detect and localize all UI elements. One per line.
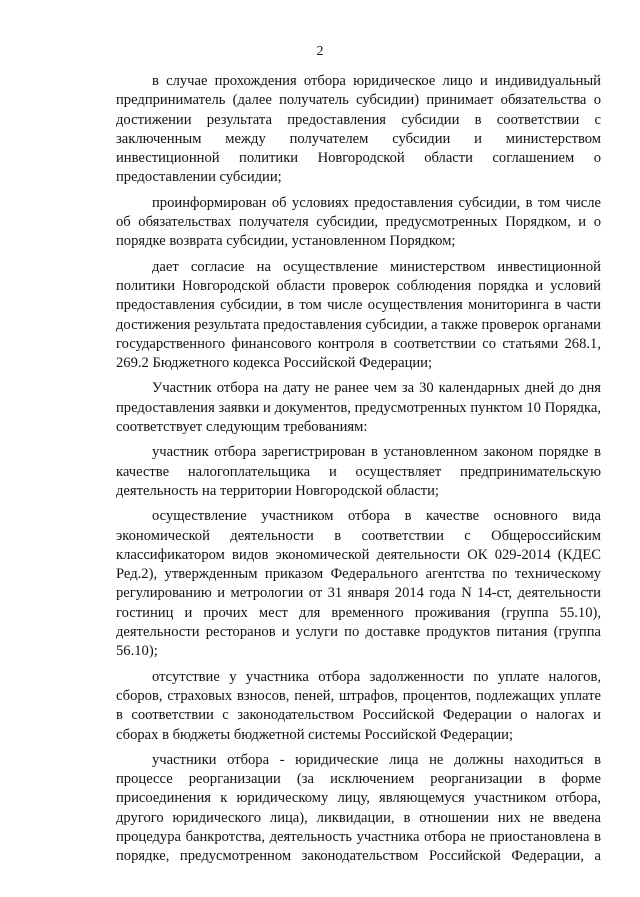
text-line: порядке возврата субсидии, установленном Порядком; — [116, 233, 456, 250]
text-line: государственного финансового контроля в соответствии со статьями 268.1, — [116, 335, 601, 352]
text-line: дает согласие на осуществление министерством инвестиционной — [152, 258, 601, 275]
text-line: Ред.2), утвержденным приказом Федерального агентства по техническому — [116, 566, 601, 583]
page-number: 2 — [316, 44, 324, 59]
text-line: классификатором видов экономической деятельности ОК 029-2014 (КДЕС — [116, 546, 601, 563]
text-line: процессе реорганизации (за исключением реорганизации в форме — [116, 771, 601, 788]
text-line: достижении результата предоставления субсидии в соответствии с — [116, 111, 601, 128]
text-line: отсутствие у участника отбора задолженности по уплате налогов, — [152, 668, 601, 685]
text-line: соответствует следующим требованиям: — [116, 419, 368, 436]
text-line: об обязательствах получателя субсидии, предусмотренных Порядком, и о — [116, 214, 601, 231]
text-line: политики Новгородской области проверок соблюдения порядка и условий — [116, 277, 601, 294]
text-line: Участник отбора на дату не ранее чем за 30 календарных дней до дня — [152, 380, 601, 397]
text-line: другого юридического лица), ликвидации, в отношении них не введена — [116, 809, 601, 826]
text-line: инвестиционной политики Новгородской области соглашением о — [116, 150, 601, 167]
text-line: предоставления субсидии, в том числе осуществления мониторинга в части — [116, 297, 601, 314]
text-line: проинформирован об условиях предоставления субсидии, в том числе — [152, 194, 601, 211]
text-line: процедура банкротства, деятельность участника отбора не приостановлена в — [116, 828, 601, 845]
text-line: участники отбора - юридические лица не должны находиться в — [152, 751, 601, 768]
text-line: участник отбора зарегистрирован в установленном законом порядке в — [152, 444, 601, 461]
text-line: сборов, страховых взносов, пеней, штрафов, процентов, подлежащих уплате — [116, 687, 601, 704]
text-line: регулированию и метрологии от 31 января 2014 года N 14-ст, деятельности — [116, 585, 601, 602]
text-line: 56.10); — [116, 643, 158, 660]
text-line: экономической деятельности в соответствии с Общероссийским — [116, 527, 601, 544]
text-line: сборах в бюджеты бюджетной системы Российской Федерации; — [116, 726, 514, 743]
text-line: деятельности ресторанов и услуги по доставке продуктов питания (группа — [116, 624, 601, 641]
text-line: предприниматель (далее получатель субсидии) принимает обязательства о — [116, 92, 601, 109]
text-line: осуществление участником отбора в качестве основного вида — [152, 508, 601, 525]
text-line: предоставлении субсидии; — [116, 169, 282, 186]
text-line: гостиниц и прочих мест для временного проживания (группа 55.10), — [116, 604, 601, 621]
text-line: заключенным между получателем субсидии и министерством — [116, 130, 601, 147]
text-line: качестве налогоплательщика и осуществляет предпринимательскую — [116, 463, 601, 480]
body-text — [116, 72, 601, 867]
text-line: присоединения к юридическому лицу, являющемуся участником отбора, — [116, 790, 601, 807]
text-line: порядке, предусмотренном законодательством Российской Федерации, а — [116, 848, 601, 865]
text-line: 269.2 Бюджетного кодекса Российской Федерации; — [116, 355, 433, 372]
text-line: предоставления заявки и документов, предусмотренных пунктом 10 Порядка, — [116, 399, 601, 416]
text-line: в соответствии с законодательством Российской Федерации о налогах и — [116, 707, 601, 724]
text-line: достижения результата предоставления субсидии, а также проверок органами — [116, 316, 601, 333]
text-line: в случае прохождения отбора юридическое лицо и индивидуальный — [152, 73, 601, 89]
text-line: деятельность на территории Новгородской области; — [116, 482, 439, 499]
